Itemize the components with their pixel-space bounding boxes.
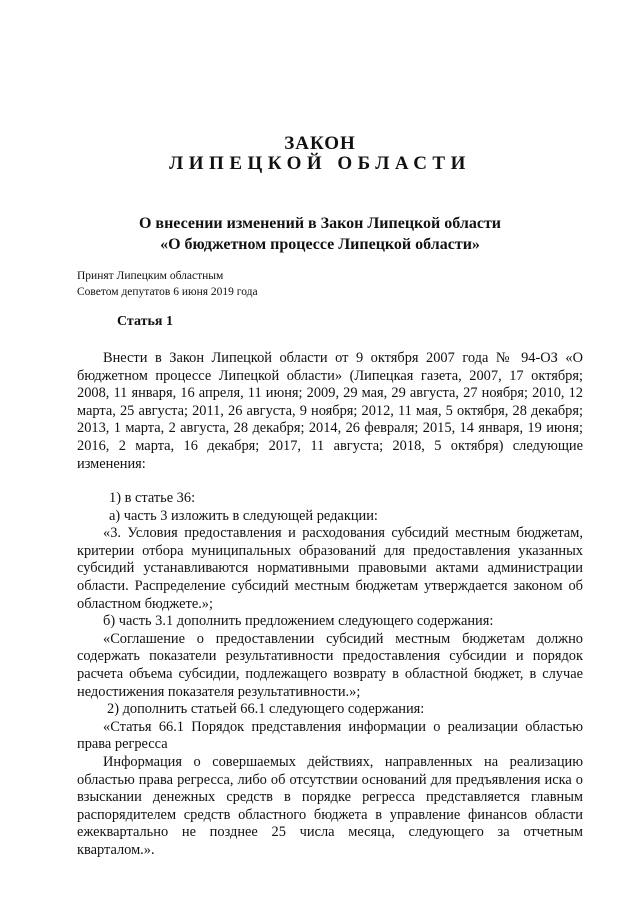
adoption-line-2: Советом депутатов 6 июня 2019 года <box>77 286 258 298</box>
amendment-item: «Соглашение о предоставлении субсидий местным бюджетам должно содержать показатели результативности предоставления субсидии и порядок расчета объема субсидии, подлежащего возврату в областной бюджет, в случае недостижения показателя результативности.»; <box>77 630 583 700</box>
law-region-title: ЛИПЕЦКОЙ ОБЛАСТИ <box>169 153 471 174</box>
amendment-item: «3. Условия предоставления и расходования субсидий местным бюджетам, критерии отбора муниципальных образований для предоставления указанных субсидий устанавливаются нормативными правовыми актами администрации области. Распределение субсидий местным бюджетам утверждается законом об областном бюджете.»; <box>77 525 583 612</box>
amendments-list <box>77 490 583 859</box>
article-heading: Статья 1 <box>117 314 173 329</box>
subtitle-line-1: О внесении изменений в Закон Липецкой области <box>138 215 502 232</box>
article-intro <box>77 350 583 473</box>
amendment-item: Информация о совершаемых действиях, направленных на реализацию областью права регресса, либо об отсутствии оснований для предъявления иска о взыскании денежных средств в порядке регресса представляется главным распорядителем средств областного бюджета в управление финансов области ежеквартально не позднее 25 числа месяца, следующего за отчетным кварталом.». <box>77 753 583 858</box>
subtitle-line-2: «О бюджетном процессе Липецкой области» <box>160 236 480 253</box>
amendment-item: 1) в статье 36: <box>109 490 196 506</box>
adoption-note <box>77 268 258 300</box>
law-title: ЗАКОН <box>284 133 356 154</box>
adoption-line-1: Принят Липецким областным <box>77 270 224 282</box>
amendment-item: 2) дополнить статьей 66.1 следующего содержания: <box>107 701 425 718</box>
intro-paragraph: Внести в Закон Липецкой области от 9 октября 2007 года № 94-ОЗ «О бюджетном процессе Липецкой области» (Липецкая газета, 2007, 17 октября; 2008, 11 января, 16 апреля, 11 июня; 2009, 29 мая, 29 августа, 27 ноября; 2010, 12 марта, 25 августа; 2011, 26 августа, 9 ноября; 2012, 11 мая, 5 октября, 28 декабря; 2013, 1 марта, 2 августа, 28 декабря; 2014, 26 февраля; 2015, 14 января, 19 июня; 2016, 2 марта, 16 декабря; 2017, 11 августа; 2018, 5 октября) следующие изменения: <box>77 350 583 472</box>
amendment-item: а) часть 3 изложить в следующей редакции: <box>109 507 378 524</box>
amendment-item: б) часть 3.1 дополнить предложением следующего содержания: <box>103 613 494 630</box>
law-subtitle <box>40 213 600 255</box>
amendment-item: «Статья 66.1 Порядок представления информации о реализации областью права регресса <box>77 718 583 753</box>
